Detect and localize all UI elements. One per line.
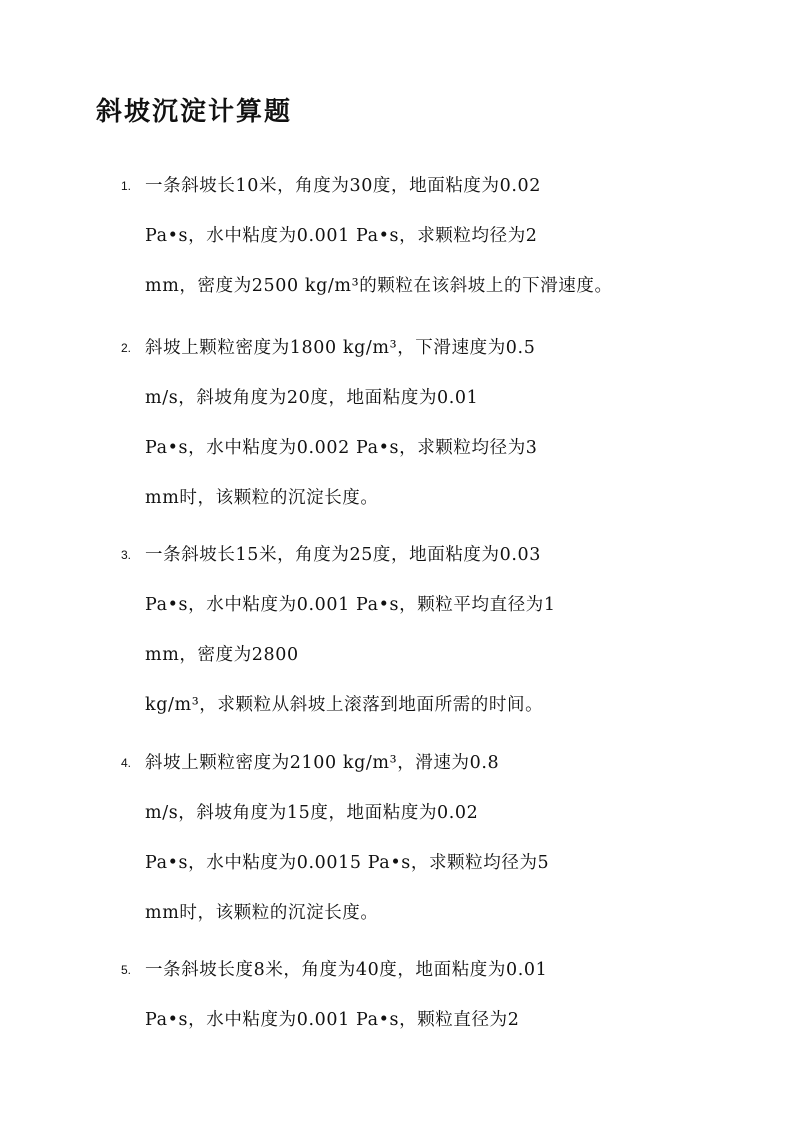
problem-line: Pa•s，水中粘度为0.001 Pa•s，颗粒直径为2 — [145, 1010, 520, 1030]
problem-line: mm时，该颗粒的沉淀长度。 — [145, 488, 379, 508]
problem-line: 一条斜坡长10米，角度为30度，地面粘度为0.02 — [145, 176, 541, 196]
problem-line: Pa•s，水中粘度为0.001 Pa•s，求颗粒均径为2 — [145, 226, 538, 246]
problem-line: mm，密度为2800 — [145, 645, 299, 665]
problem-line: Pa•s，水中粘度为0.001 Pa•s，颗粒平均直径为1 — [145, 595, 556, 615]
problem-line: Pa•s，水中粘度为0.002 Pa•s，求颗粒均径为3 — [145, 438, 538, 458]
problem-line: m/s，斜坡角度为15度，地面粘度为0.02 — [145, 803, 479, 823]
problem-number: 2. — [121, 341, 132, 355]
problem-number: 4. — [121, 756, 132, 770]
page-title: 斜坡沉淀计算题 — [96, 97, 293, 127]
problem-line: mm时，该颗粒的沉淀长度。 — [145, 903, 379, 923]
problem-line: m/s，斜坡角度为20度，地面粘度为0.01 — [145, 388, 479, 408]
problem-line: Pa•s，水中粘度为0.0015 Pa•s，求颗粒均径为5 — [145, 853, 550, 873]
problem-line: 一条斜坡长度8米，角度为40度，地面粘度为0.01 — [145, 960, 548, 980]
problem-number: 5. — [121, 963, 132, 977]
problem-line: 斜坡上颗粒密度为2100 kg/m³，滑速为0.8 — [145, 753, 500, 773]
problem-line: 一条斜坡长15米，角度为25度，地面粘度为0.03 — [145, 545, 541, 565]
problem-line: mm，密度为2500 kg/m³的颗粒在该斜坡上的下滑速度。 — [145, 276, 613, 296]
problem-line: 斜坡上颗粒密度为1800 kg/m³，下滑速度为0.5 — [145, 338, 536, 358]
problem-number: 1. — [121, 179, 132, 193]
problem-number: 3. — [121, 548, 132, 562]
problem-line: kg/m³，求颗粒从斜坡上滚落到地面所需的时间。 — [145, 695, 544, 715]
